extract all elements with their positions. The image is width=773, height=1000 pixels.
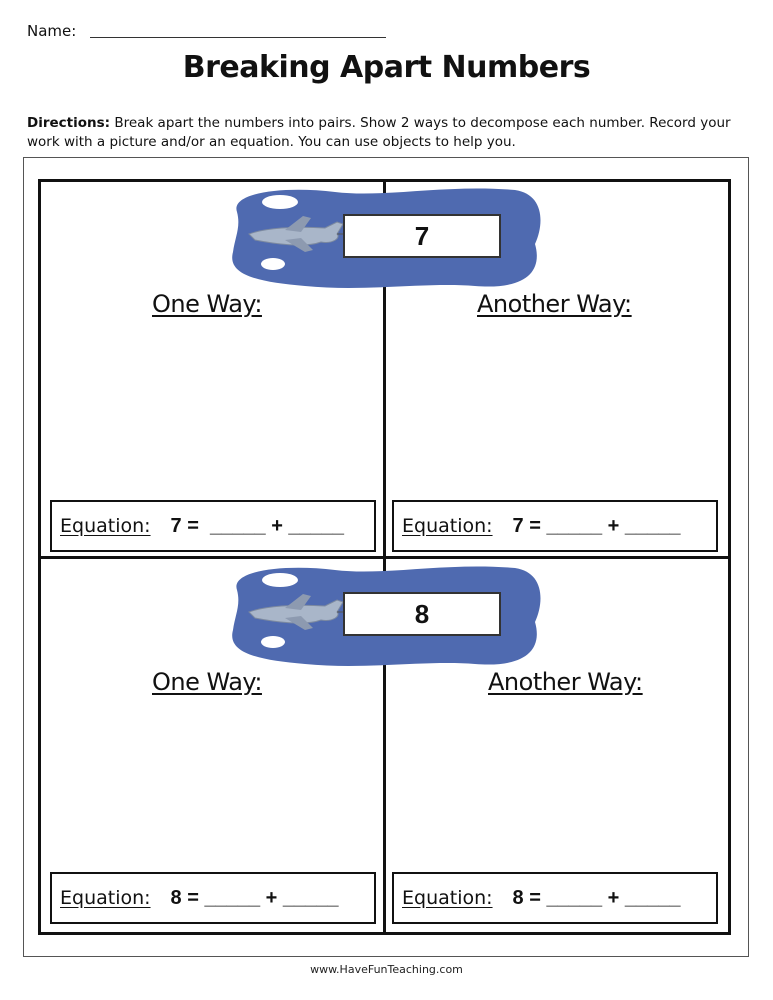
equation-box[interactable] [50,500,376,552]
one-way-label: One Way: [152,290,262,318]
page-title: Breaking Apart Numbers [182,50,591,85]
directions [27,114,747,152]
number-box: 7 [343,214,501,258]
airplane-badge-2 [225,560,545,670]
equation-box[interactable] [392,872,718,924]
airplane-badge-1 [225,182,545,292]
equation-text: 8 = _____ + _____ [170,886,339,909]
equation-text: 7 = _____ + _____ [170,514,345,537]
directions-text: Break apart the numbers into pairs. Show 2 ways to decompose each number. Record your work with a picture and/or an equation. You can use objects to help you. [27,115,731,150]
name-line[interactable] [90,37,386,38]
equation-text: 8 = _____ + _____ [512,886,681,909]
equation-box[interactable] [50,872,376,924]
equation-label: Equation: [402,887,493,909]
footer-url: www.HaveFunTeaching.com [310,963,463,976]
equation-label: Equation: [402,515,493,537]
equation-label: Equation: [60,887,151,909]
name-label: Name: [27,22,77,40]
number-box: 8 [343,592,501,636]
equation-label: Equation: [60,515,151,537]
horizontal-divider [38,556,731,559]
directions-label: Directions: [27,115,111,131]
another-way-label: Another Way: [488,668,643,696]
another-way-label: Another Way: [477,290,632,318]
equation-box[interactable] [392,500,718,552]
equation-text: 7 = _____ + _____ [512,514,681,537]
one-way-label: One Way: [152,668,262,696]
